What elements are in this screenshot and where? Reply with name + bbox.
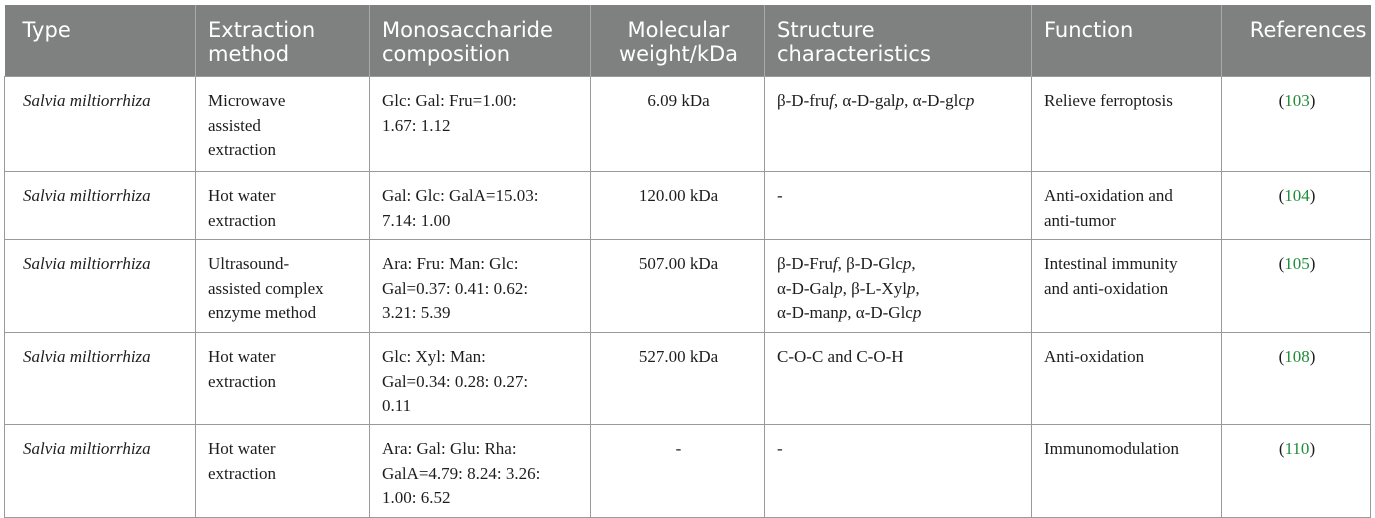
cell-extraction-method: Hot water extraction — [196, 425, 370, 518]
cell-function: Relieve ferroptosis — [1032, 77, 1222, 172]
header-references: References — [1222, 5, 1371, 77]
cell-function: Anti-oxidation — [1032, 333, 1222, 425]
cell-extraction-method: Hot water extraction — [196, 172, 370, 240]
cell-reference: (108) — [1222, 333, 1371, 425]
cell-reference: (104) — [1222, 172, 1371, 240]
cell-reference: (105) — [1222, 240, 1371, 333]
cell-extraction-method: Ultrasound- assisted complex enzyme method — [196, 240, 370, 333]
cell-type: Salvia miltiorrhiza — [5, 425, 196, 518]
header-extraction-method: Extraction method — [196, 5, 370, 77]
cell-type: Salvia miltiorrhiza — [5, 333, 196, 425]
cell-function: Intestinal immunity and anti-oxidation — [1032, 240, 1222, 333]
header-monosaccharide-composition: Monosaccharide composition — [370, 5, 591, 77]
cell-molecular-weight: - — [591, 425, 765, 518]
cell-molecular-weight: 507.00 kDa — [591, 240, 765, 333]
table-row — [5, 425, 1371, 518]
cell-molecular-weight: 120.00 kDa — [591, 172, 765, 240]
header-function: Function — [1032, 5, 1222, 77]
cell-extraction-method: Hot water extraction — [196, 333, 370, 425]
reference-link[interactable]: 110 — [1284, 439, 1310, 458]
cell-structure: β-D-Fruf, β-D-Glcp, α-D-Galp, β-L-Xylp, α-D-manp, α-D-Glcp — [765, 240, 1032, 333]
reference-link[interactable]: 108 — [1284, 347, 1310, 366]
header-type: Type — [5, 5, 196, 77]
cell-molecular-weight: 527.00 kDa — [591, 333, 765, 425]
header-row — [5, 5, 1371, 77]
cell-molecular-weight: 6.09 kDa — [591, 77, 765, 172]
table-row — [5, 77, 1371, 172]
cell-type: Salvia miltiorrhiza — [5, 77, 196, 172]
cell-structure: β-D-fruf, α-D-galp, α-D-glcp — [765, 77, 1032, 172]
reference-link[interactable]: 103 — [1284, 91, 1310, 110]
cell-composition: Glc: Gal: Fru=1.00: 1.67: 1.12 — [370, 77, 591, 172]
cell-function: Anti-oxidation and anti-tumor — [1032, 172, 1222, 240]
cell-structure: - — [765, 425, 1032, 518]
cell-composition: Glc: Xyl: Man: Gal=0.34: 0.28: 0.27: 0.11 — [370, 333, 591, 425]
cell-structure: - — [765, 172, 1032, 240]
reference-link[interactable]: 104 — [1284, 186, 1310, 205]
cell-structure: C-O-C and C-O-H — [765, 333, 1032, 425]
cell-reference: (110) — [1222, 425, 1371, 518]
polysaccharide-table — [4, 5, 1371, 518]
reference-link[interactable]: 105 — [1284, 254, 1310, 273]
header-molecular-weight: Molecular weight/kDa — [591, 5, 765, 77]
cell-composition: Gal: Glc: GalA=15.03: 7.14: 1.00 — [370, 172, 591, 240]
cell-type: Salvia miltiorrhiza — [5, 172, 196, 240]
cell-composition: Ara: Fru: Man: Glc: Gal=0.37: 0.41: 0.62: 3.21: 5.39 — [370, 240, 591, 333]
table-row — [5, 240, 1371, 333]
cell-extraction-method: Microwave assisted extraction — [196, 77, 370, 172]
cell-composition: Ara: Gal: Glu: Rha: GalA=4.79: 8.24: 3.26: 1.00: 6.52 — [370, 425, 591, 518]
cell-function: Immunomodulation — [1032, 425, 1222, 518]
table-row — [5, 172, 1371, 240]
table-row — [5, 333, 1371, 425]
cell-reference: (103) — [1222, 77, 1371, 172]
header-structure-characteristics: Structure characteristics — [765, 5, 1032, 77]
cell-type: Salvia miltiorrhiza — [5, 240, 196, 333]
